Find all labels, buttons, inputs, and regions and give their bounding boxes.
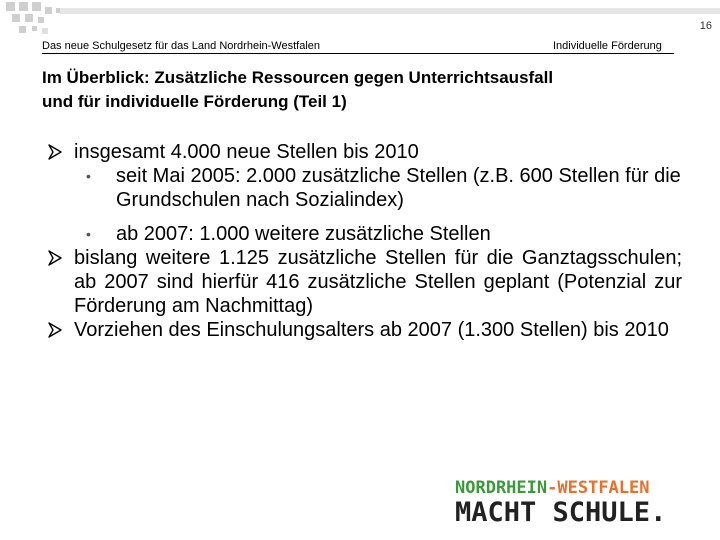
logo-dash: - xyxy=(547,478,558,498)
logo-line-1 xyxy=(455,478,666,498)
dot-bullet-icon: • xyxy=(86,168,91,184)
slide-title xyxy=(42,66,682,114)
bullet-text: Vorziehen des Einschulungsalters ab 2007 (1.300 Stellen) bis 2010 xyxy=(74,319,669,341)
bullet-list xyxy=(48,140,682,342)
sub-list-item xyxy=(48,164,682,212)
header-right-text: Individuelle Förderung xyxy=(553,40,662,52)
list-item xyxy=(48,246,682,318)
arrowhead-bullet-icon xyxy=(48,144,62,160)
sub-bullet-text: ab 2007: 1.000 weitere zusätzliche Stellen xyxy=(116,223,491,245)
header-rule xyxy=(42,53,674,54)
nrw-logo xyxy=(455,478,666,528)
logo-green-text: NORDRHEIN xyxy=(455,478,548,498)
list-item xyxy=(48,318,682,342)
title-line-2: und für individuelle Förderung (Teil 1) xyxy=(42,92,347,111)
page-number: 16 xyxy=(699,20,712,32)
bullet-text: insgesamt 4.000 neue Stellen bis 2010 xyxy=(74,141,419,163)
sub-list-item xyxy=(48,222,682,246)
dot-bullet-icon: • xyxy=(86,226,91,242)
bullet-text: bislang weitere 1.125 zusätzliche Stellen für die Ganztagsschulen; ab 2007 sind hierfür 416 zusätzliche Stellen geplant (Potenzial zur Förderung am Nachmittag) xyxy=(74,247,682,317)
list-item xyxy=(48,140,682,164)
arrowhead-bullet-icon xyxy=(48,322,62,338)
title-line-1: Im Überblick: Zusätzliche Ressourcen gegen Unterrichtsausfall xyxy=(42,68,554,87)
logo-line-2: MACHT SCHULE. xyxy=(455,497,667,528)
arrowhead-bullet-icon xyxy=(48,250,62,266)
checker-squares-decoration xyxy=(0,0,720,40)
header-left-text: Das neue Schulgesetz für das Land Nordrhein-Westfalen xyxy=(42,40,321,52)
logo-orange-text: WESTFALEN xyxy=(557,478,650,498)
sub-bullet-text: seit Mai 2005: 2.000 zusätzliche Stellen (z.B. 600 Stellen für die Grundschulen nach Sozialindex) xyxy=(116,165,681,211)
